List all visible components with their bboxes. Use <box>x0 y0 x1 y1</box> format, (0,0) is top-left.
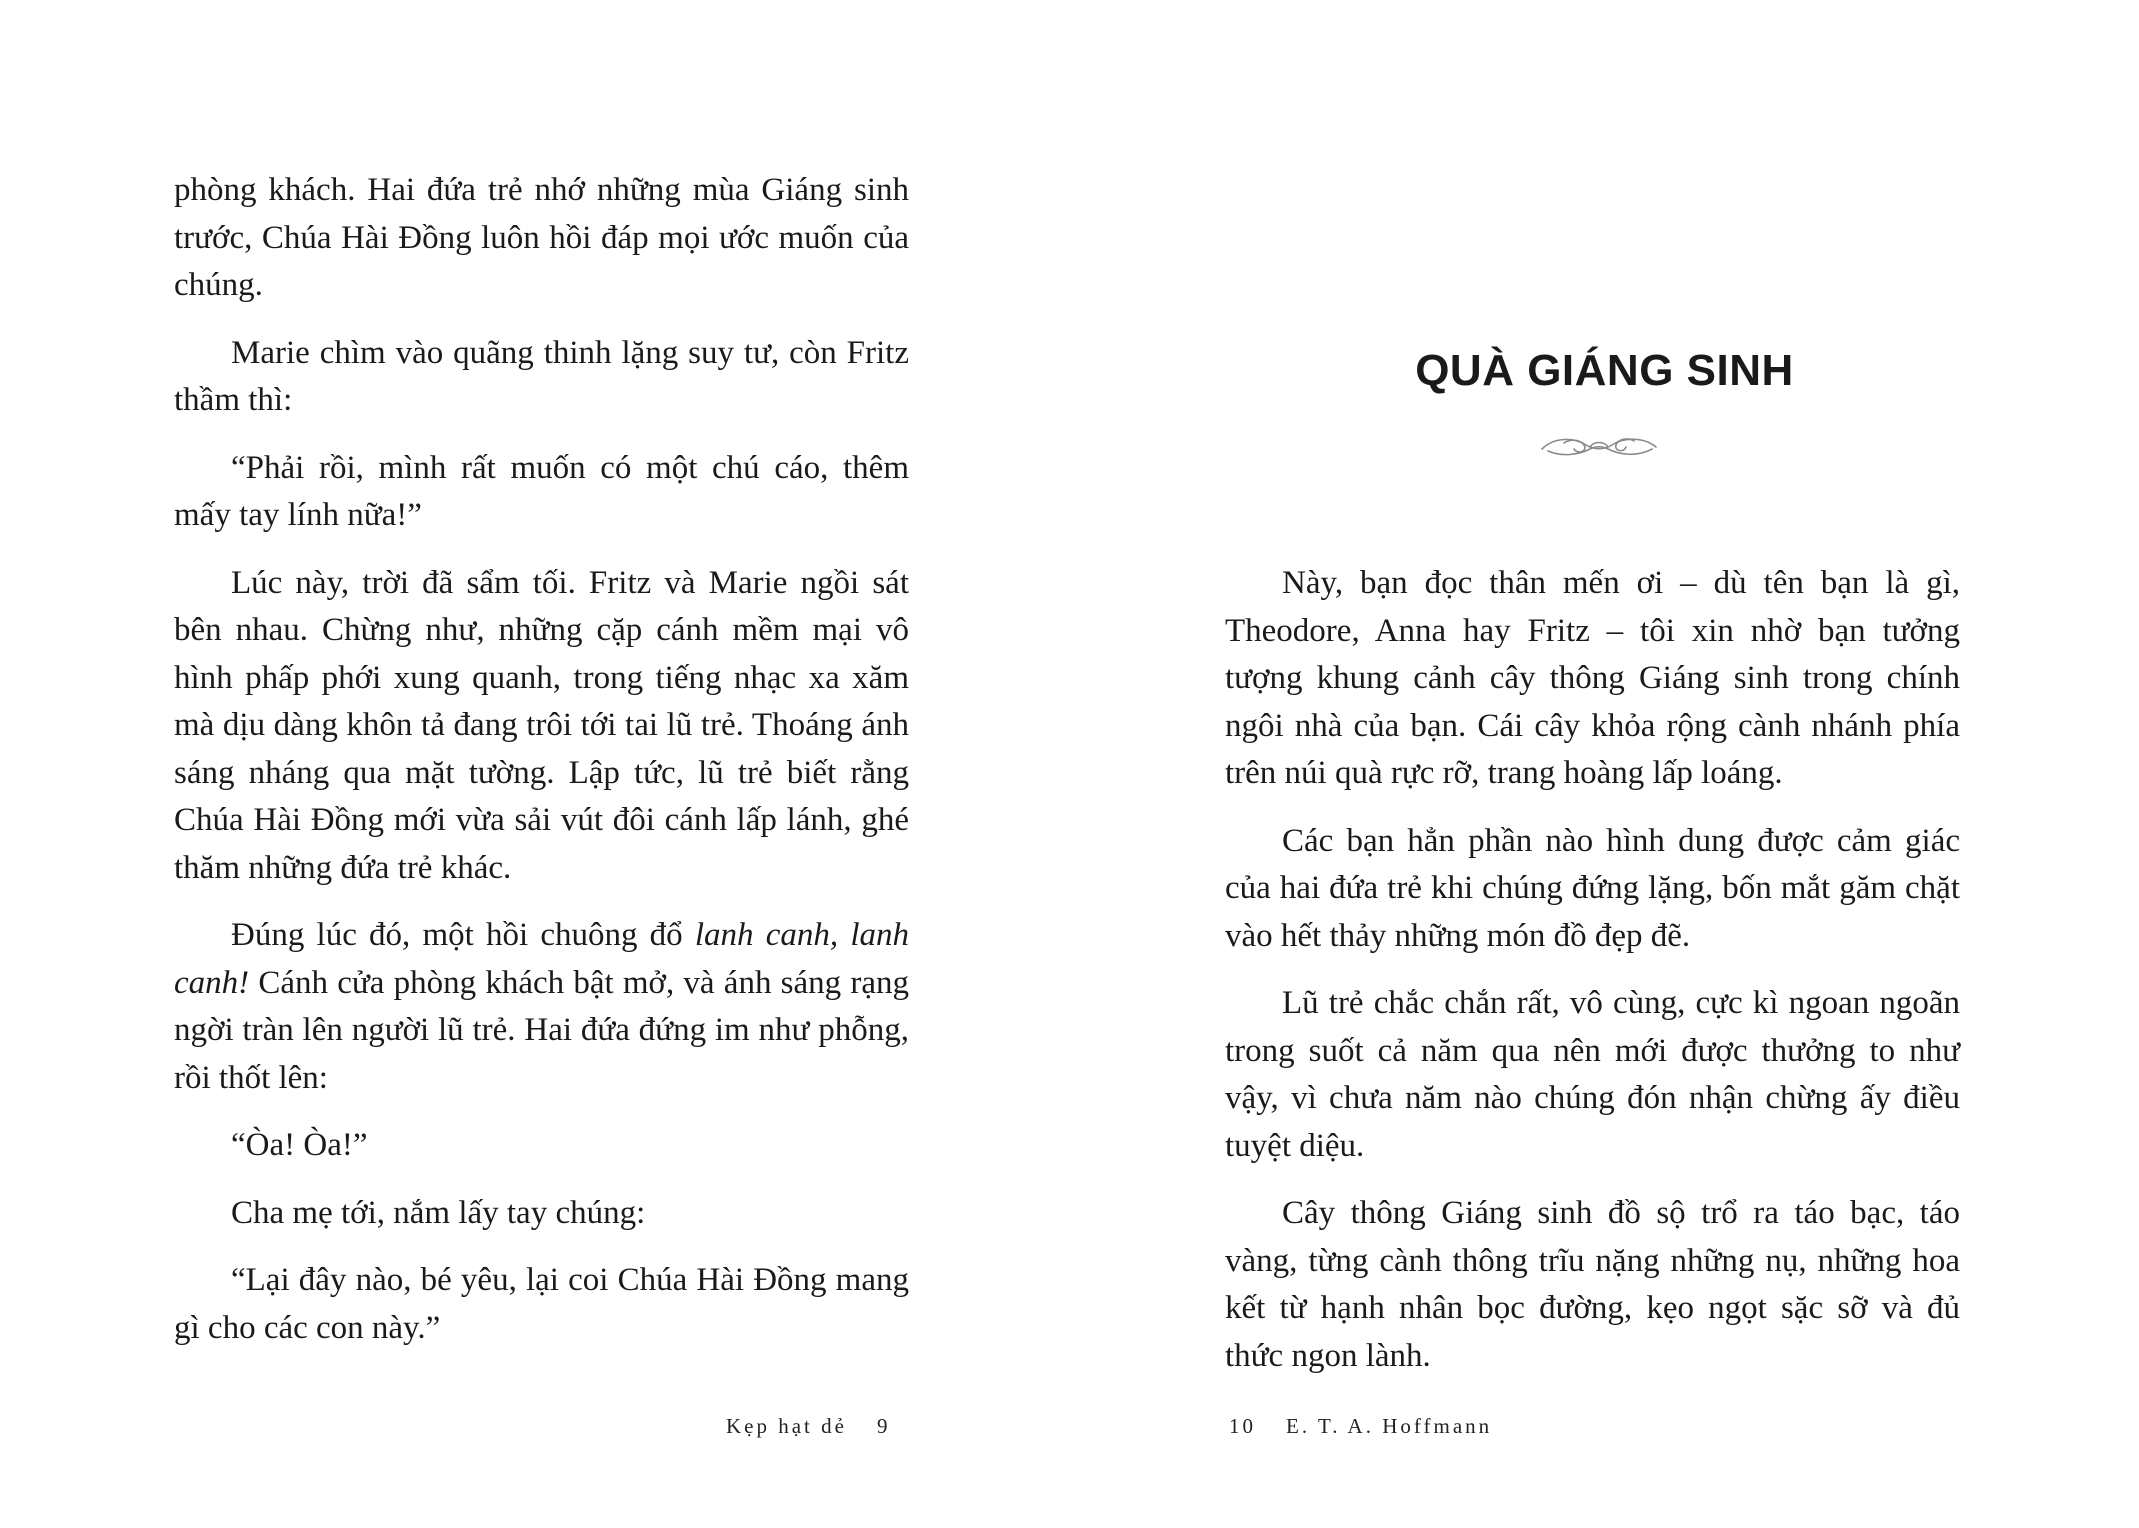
left-body-text <box>174 167 909 1372</box>
paragraph: “Òa! Òa!” <box>231 1127 368 1163</box>
paragraph: Lúc này, trời đã sẩm tối. Fritz và Marie ngồi sát bên nhau. Chừng như, những cặp cánh mềm mại vô hình phấp phới xung quanh, trong tiếng nhạc xa xăm mà dịu dàng khôn tả đang trôi tới tai lũ trẻ. Thoáng ánh sáng nháng qua mặt tường. Lập tức, lũ trẻ biết rằng Chúa Hài Đồng mới vừa sải vút đôi cánh lấp lánh, ghé thăm những đứa trẻ khác. <box>174 564 909 886</box>
paragraph: Marie chìm vào quãng thinh lặng suy tư, còn Fritz thầm thì: <box>174 334 909 418</box>
right-footer <box>1229 1414 1492 1439</box>
paragraph: Đúng lúc đó, một hồi chuông đổ lanh canh, lanh canh! Cánh cửa phòng khách bật mở, và ánh sáng rạng ngời tràn lên người lũ trẻ. Hai đứa đứng im như phỗng, rồi thốt lên: <box>174 917 909 1096</box>
chapter-title: QUÀ GIÁNG SINH <box>1415 346 1794 395</box>
author-name: E. T. A. Hoffmann <box>1286 1414 1493 1438</box>
paragraph: Này, bạn đọc thân mến ơi – dù tên bạn là gì, Theodore, Anna hay Fritz – tôi xin nhờ bạn tưởng tượng khung cảnh cây thông Giáng sinh trong chính ngôi nhà của bạn. Cái cây khỏa rộng cành nhánh phía trên núi quà rực rỡ, trang hoàng lấp loáng. <box>1225 565 1960 791</box>
right-body-text <box>1225 560 1960 1400</box>
page-number: 9 <box>876 1414 891 1438</box>
paragraph: Cây thông Giáng sinh đồ sộ trổ ra táo bạc, táo vàng, từng cành thông trĩu nặng những nụ, những hoa kết từ hạnh nhân bọc đường, kẹo ngọt sặc sỡ và đủ thức ngon lành. <box>1225 1195 1960 1374</box>
running-title: Kẹp hạt dẻ <box>726 1414 847 1438</box>
paragraph: Lũ trẻ chắc chắn rất, vô cùng, cực kì ngoan ngoãn trong suốt cả năm qua nên mới được thưởng to như vậy, vì chưa năm nào chúng đón nhận chừng ấy điều tuyệt diệu. <box>1225 985 1960 1164</box>
paragraph: phòng khách. Hai đứa trẻ nhớ những mùa Giáng sinh trước, Chúa Hài Đồng luôn hồi đáp mọi ước muốn của chúng. <box>174 172 909 303</box>
paragraph: “Phải rồi, mình rất muốn có một chú cáo, thêm mấy tay lính nữa!” <box>174 449 909 533</box>
paragraph: Các bạn hẳn phần nào hình dung được cảm giác của hai đứa trẻ khi chúng đứng lặng, bốn mắt găm chặt vào hết thảy những món đồ đẹp đẽ. <box>1225 822 1960 954</box>
paragraph: “Lại đây nào, bé yêu, lại coi Chúa Hài Đồng mang gì cho các con này.” <box>174 1262 909 1346</box>
paragraph: Cha mẹ tới, nắm lấy tay chúng: <box>231 1194 646 1231</box>
italic-onomatopoeia: lanh canh, lanh canh! <box>174 917 909 1001</box>
flourish-ornament-icon <box>1534 427 1664 467</box>
page-number: 10 <box>1229 1414 1256 1438</box>
left-footer <box>726 1414 890 1439</box>
right-page <box>1070 0 2139 1528</box>
